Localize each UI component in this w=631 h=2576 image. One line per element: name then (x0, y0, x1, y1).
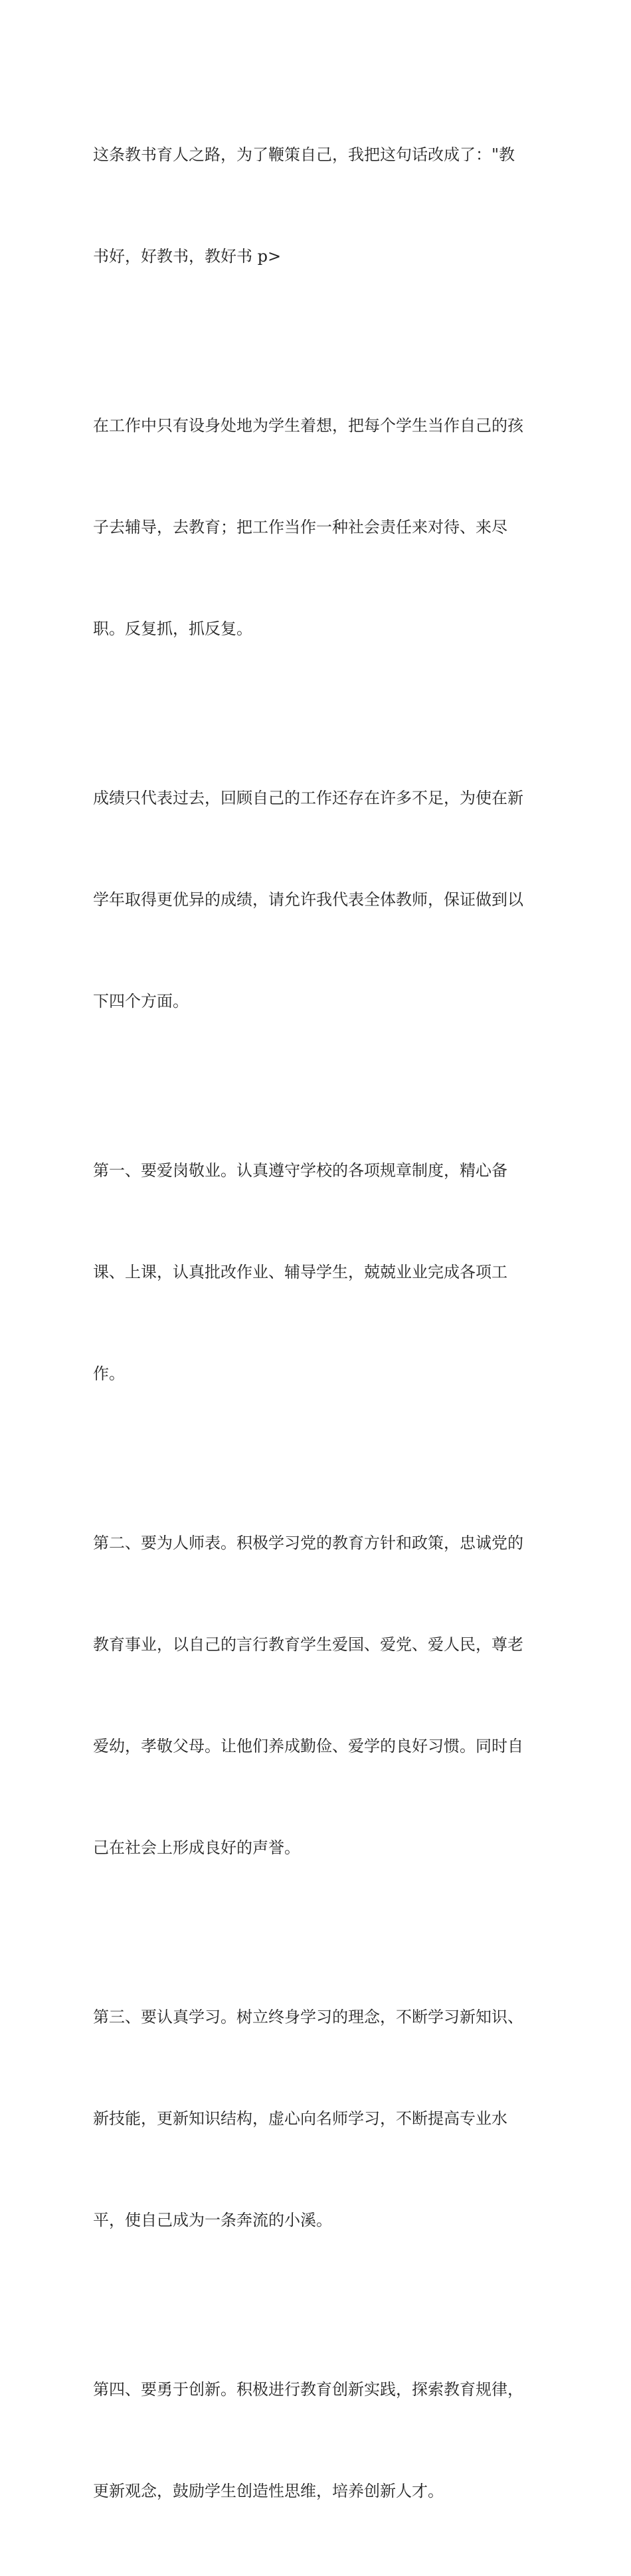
paragraph-line: 第一、要爱岗敬业。认真遵守学校的各项规章制度，精心备 (93, 1161, 507, 1180)
paragraph-line: 作。 (93, 1364, 125, 1383)
paragraph-1 (93, 70, 545, 341)
paragraph-line: 第三、要认真学习。树立终身学习的理念，不断学习新知识、 (93, 2008, 523, 2026)
paragraph-line: 这条教书育人之路，为了鞭策自己，我把这句话改成了："教 (93, 145, 515, 164)
paragraph-line: 教育事业，以自己的言行教育学生爱国、爱党、爱人民，尊老 (93, 1635, 523, 1654)
paragraph-line: 职。反复抓，抓反复。 (93, 619, 252, 638)
document-body (93, 70, 545, 2576)
paragraph-5 (93, 1459, 545, 1933)
paragraph-3 (93, 714, 545, 1086)
paragraph-line: 第四、要勇于创新。积极进行教育创新实践，探索教育规律， (93, 2380, 523, 2399)
paragraph-line: 新技能，更新知识结构，虚心向名师学习，不断提高专业水 (93, 2109, 507, 2128)
paragraph-line: 学年取得更优异的成绩，请允许我代表全体教师，保证做到以 (93, 890, 523, 909)
paragraph-line: 书好，好教书，教好书 p> (93, 247, 282, 266)
paragraph-line: 课、上课，认真批改作业、辅导学生，兢兢业业完成各项工 (93, 1263, 507, 1281)
paragraph-line: 第二、要为人师表。积极学习党的教育方针和政策，忠诚党的 (93, 1534, 523, 1552)
paragraph-line: 平，使自己成为一条奔流的小溪。 (93, 2211, 332, 2229)
paragraph-7 (93, 2305, 545, 2576)
paragraph-line: 爱幼，孝敬父母。让他们养成勤俭、爱学的良好习惯。同时自 (93, 1737, 523, 1755)
paragraph-line: 己在社会上形成良好的声誉。 (93, 1838, 300, 1857)
paragraph-line: 在工作中只有设身处地为学生着想，把每个学生当作自己的孩 (93, 416, 523, 435)
paragraph-line: 子去辅导，去教育；把工作当作一种社会责任来对待、来尽 (93, 518, 507, 536)
paragraph-line: 更新观念，鼓励学生创造性思维，培养创新人才。 (93, 2482, 444, 2500)
paragraph-6 (93, 1933, 545, 2305)
paragraph-line: 成绩只代表过去，回顾自己的工作还存在许多不足，为使在新 (93, 789, 523, 807)
paragraph-4 (93, 1086, 545, 1459)
paragraph-line: 下四个方面。 (93, 992, 189, 1010)
paragraph-2 (93, 341, 545, 714)
